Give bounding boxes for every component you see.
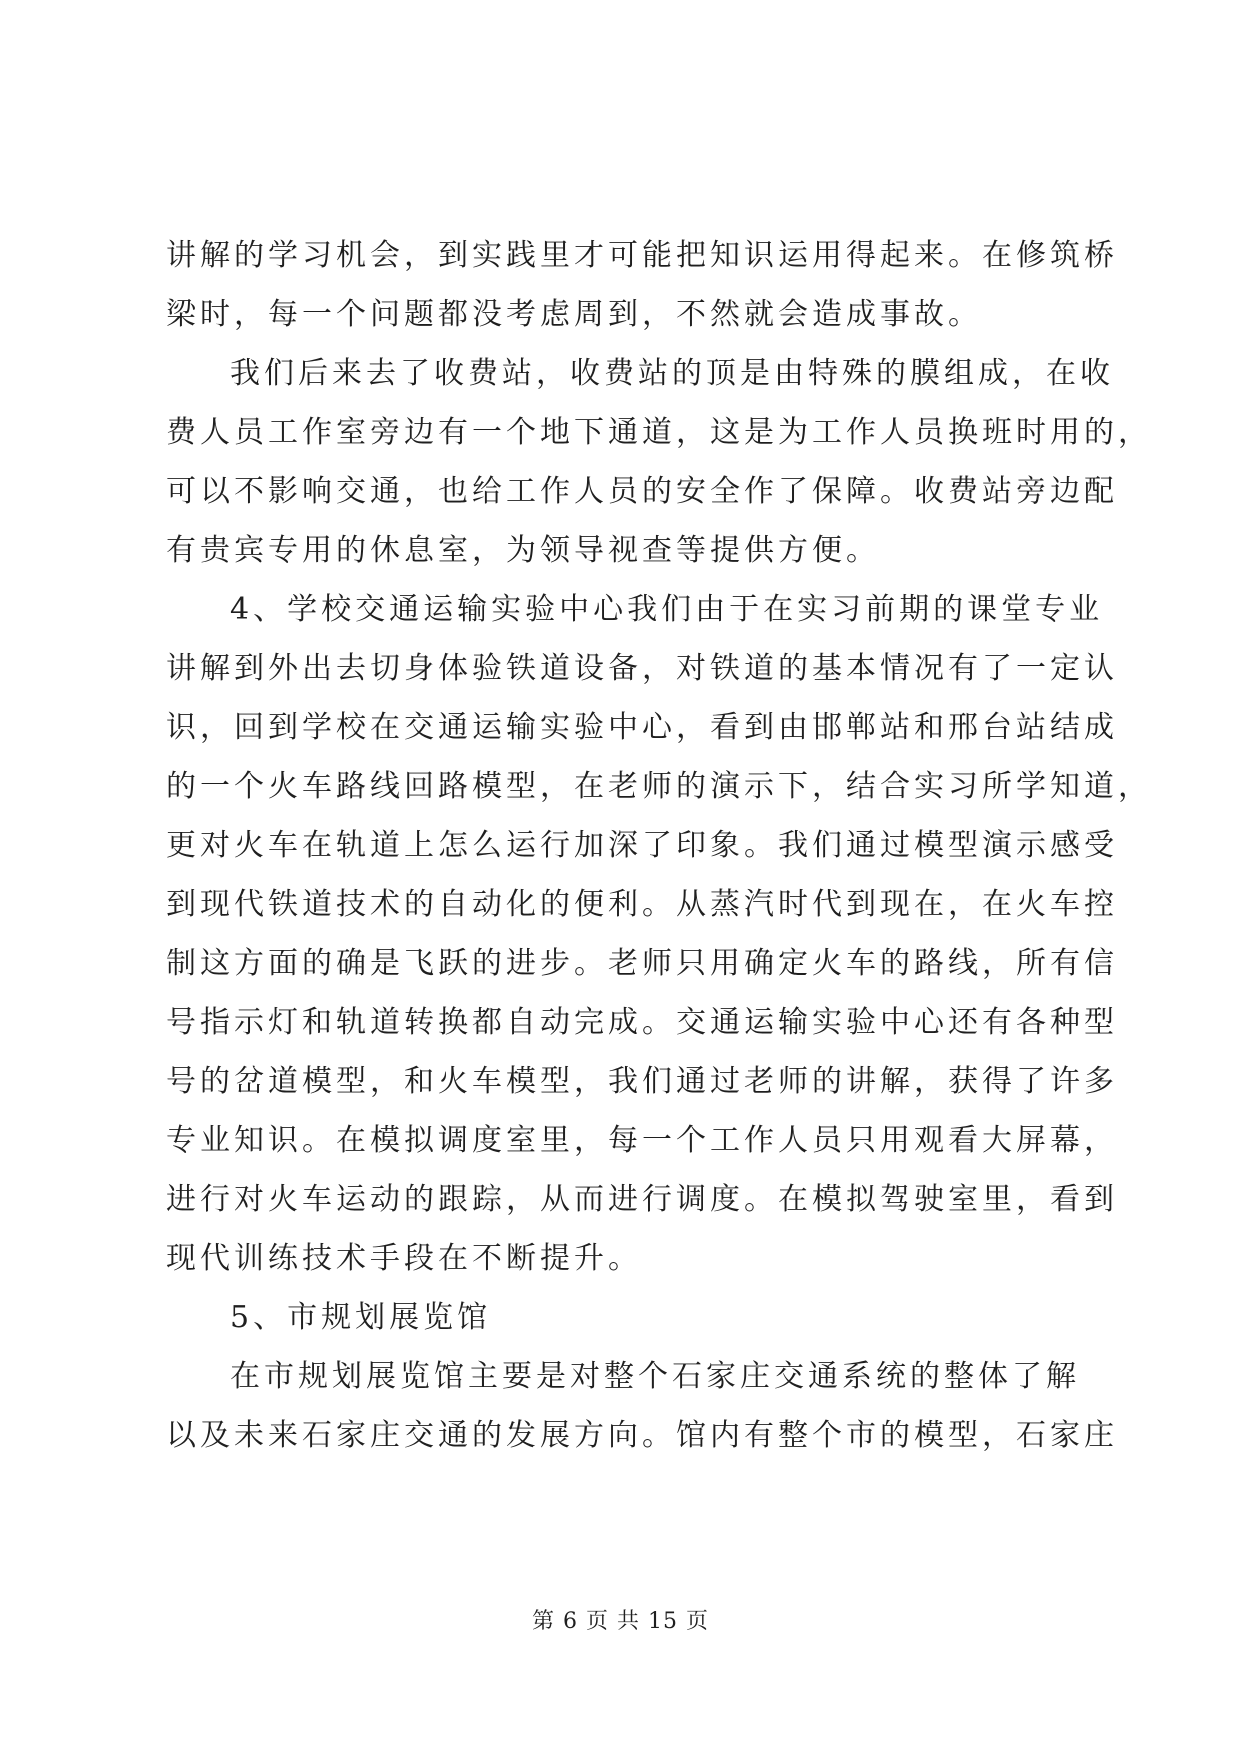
page-footer: 第 6 页 共 15 页 xyxy=(532,1609,709,1634)
text-line: 有贵宾专用的休息室，为领导视查等提供方便。 xyxy=(166,533,880,568)
text-line: 可以不影响交通，也给工作人员的安全作了保障。收费站旁边配 xyxy=(166,474,1118,509)
text-line: 号指示灯和轨道转换都自动完成。交通运输实验中心还有各种型 xyxy=(166,1005,1118,1040)
text-line: 到现代铁道技术的自动化的便利。从蒸汽时代到现在，在火车控 xyxy=(166,887,1118,922)
text-line: 制这方面的确是飞跃的进步。老师只用确定火车的路线，所有信 xyxy=(166,946,1118,981)
text-line: 讲解的学习机会，到实践里才可能把知识运用得起来。在修筑桥 xyxy=(166,238,1118,273)
text-line: 更对火车在轨道上怎么运行加深了印象。我们通过模型演示感受 xyxy=(166,828,1118,863)
text-line: 的一个火车路线回路模型，在老师的演示下，结合实习所学知道， xyxy=(166,769,1152,804)
section-heading: 5、市规划展览馆 xyxy=(230,1300,492,1335)
body-text xyxy=(166,226,1152,1465)
text-line: 号的岔道模型，和火车模型，我们通过老师的讲解，获得了许多 xyxy=(166,1064,1118,1099)
text-line: 专业知识。在模拟调度室里，每一个工作人员只用观看大屏幕， xyxy=(166,1123,1118,1158)
text-line: 讲解到外出去切身体验铁道设备，对铁道的基本情况有了一定认 xyxy=(166,651,1118,686)
text-line: 进行对火车运动的跟踪，从而进行调度。在模拟驾驶室里，看到 xyxy=(166,1182,1118,1217)
text-line: 识，回到学校在交通运输实验中心，看到由邯郸站和邢台站结成 xyxy=(166,710,1118,745)
text-line: 我们后来去了收费站，收费站的顶是由特殊的膜组成，在收 xyxy=(230,356,1114,391)
text-line: 4、学校交通运输实验中心我们由于在实习前期的课堂专业 xyxy=(230,592,1104,627)
text-line: 在市规划展览馆主要是对整个石家庄交通系统的整体了解 xyxy=(230,1359,1080,1394)
text-line: 以及未来石家庄交通的发展方向。馆内有整个市的模型，石家庄 xyxy=(166,1418,1118,1453)
text-line: 费人员工作室旁边有一个地下通道，这是为工作人员换班时用的， xyxy=(166,415,1152,450)
text-line: 梁时，每一个问题都没考虑周到，不然就会造成事故。 xyxy=(166,297,982,332)
text-line: 现代训练技术手段在不断提升。 xyxy=(166,1241,642,1276)
